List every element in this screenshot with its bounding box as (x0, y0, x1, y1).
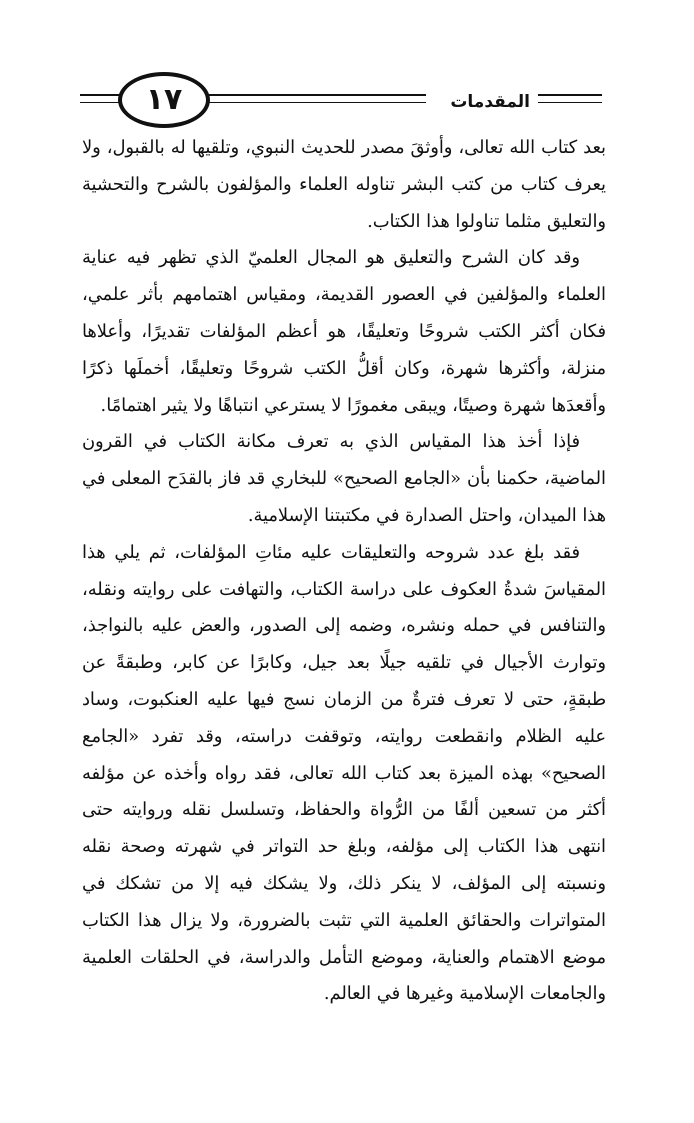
page-number: ١٧ (145, 82, 183, 117)
header-rule-middle-top (206, 94, 426, 96)
section-title: المقدمات (442, 94, 538, 111)
header-rule-middle-bottom (206, 102, 426, 103)
paragraph-2: وقد كان الشرح والتعليق هو المجال العلميّ الذي تظهر فيه عناية العلماء والمؤلفين في العصور القديمة، ومقياس اهتمامهم بأثر علمي، فكان أكثر الكتب شروحًا وتعليقًا، هو أعظم المؤلفات تقديرًا، وأعلاها منزلة، وأكثرها شهرة، وكان أقلُّ الكتب شروحًا وتعليقًا، أخملَها ذكرًا وأقعدَها شهرة وصيتًا، ويبقى مغمورًا لا يسترعي انتباهًا ولا يثير اهتمامًا. (82, 247, 606, 416)
page-number-oval (118, 72, 210, 128)
header-rule-right-bottom (534, 102, 602, 103)
paragraph-1: بعد كتاب الله تعالى، وأوثقَ مصدر للحديث النبوي، وتلقيها له بالقبول، ولا يعرف كتاب من كتب البشر تناوله العلماء والمؤلفون بالشرح والتحشية والتعليق مثلما تناولوا هذا الكتاب. (82, 137, 606, 232)
page-header (80, 70, 602, 132)
header-rule-right-top (534, 94, 602, 96)
body-text (82, 130, 606, 1013)
paragraph-3: فإذا أخذ هذا المقياس الذي به تعرف مكانة الكتاب في القرون الماضية، حكمنا بأن «الجامع الصحيح» للبخاري قد فاز بالقدَح المعلى في هذا الميدان، واحتل الصدارة في مكتبتنا الإسلامية. (82, 431, 606, 526)
paragraph-4: فقد بلغ عدد شروحه والتعليقات عليه مئاتِ المؤلفات، ثم يلي هذا المقياسَ شدةُ العكوف على دراسة الكتاب، والتهافت على روايته ونقله، والتنافس في حمله ونشره، وضمه إلى الصدور، والعض عليه بالنواجذ، وتوارث الأجيال في تلقيه جيلًا بعد جيل، وكابرًا عن كابر، وطبقةً عن طبقةٍ، حتى لا تعرف فترةٌ من الزمان نسج فيها عليه العنكبوت، وساد عليه الظلام وانقطعت روايته، وتوقفت دراسته، وقد تفرد «الجامع الصحيح» بهذه الميزة بعد كتاب الله تعالى، فقد رواه وأخذه عن مؤلفه أكثر من تسعين ألفًا من الرُّواة والحفاظ، وتسلسل نقله وروايته حتى انتهى هذا الكتاب إلى مؤلفه، وبلغ حد التواتر في شهرته وصحة نقله ونسبته إلى المؤلف، لا ينكر ذلك، ولا يشكك فيه إلا من تشكك في المتواترات والحقائق العلمية التي تثبت بالضرورة، ولا يزال هذا الكتاب موضع الاهتمام والعناية، وموضع التأمل والدراسة، في الحلقات العلمية والجامعات الإسلامية وغيرها في العالم. (82, 541, 606, 1005)
